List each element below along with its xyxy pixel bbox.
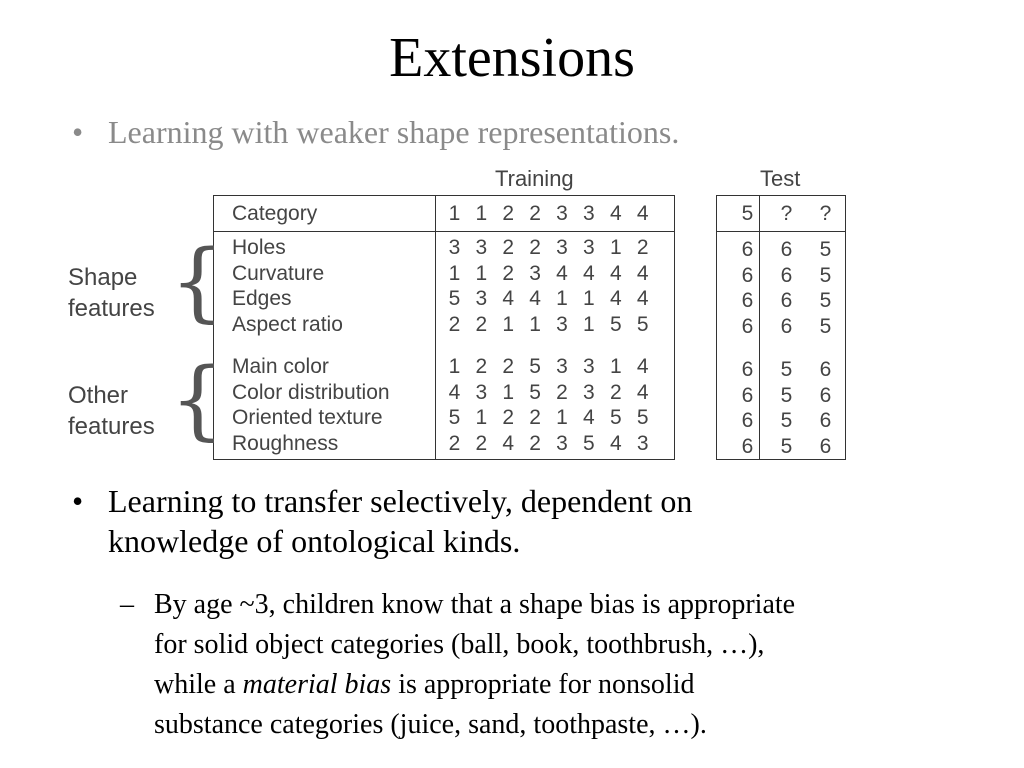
table-cell: 2 [529, 431, 541, 455]
table-cell: 1 [475, 202, 488, 225]
material-bias-emphasis: material bias [242, 669, 392, 700]
table-cell: 3 [583, 202, 595, 225]
table-cell: 2 [475, 431, 488, 455]
slide-title: Extensions [389, 27, 635, 89]
table-cell: 6 [780, 263, 793, 287]
table-row [441, 354, 656, 380]
table-cell: 5 [448, 406, 461, 430]
shape-training-values [441, 235, 656, 337]
table-cell: 5 [448, 287, 461, 311]
table-cell: 5 [609, 406, 622, 430]
sub-bullet-line3 [154, 665, 795, 705]
table-cell: 4 [636, 261, 649, 285]
table-cell: 2 [609, 380, 622, 404]
table-cell: 6 [741, 263, 754, 287]
table-cell: 5 [819, 263, 832, 287]
shape-brace-icon: { [170, 232, 225, 332]
category-label: Category [232, 202, 318, 225]
table-cell: 1 [502, 380, 515, 404]
table-cell: 3 [448, 236, 461, 259]
table-cell: 5 [819, 289, 832, 313]
table-cell: 4 [636, 380, 649, 404]
feature-label: Oriented texture [232, 406, 383, 430]
table-cell: ? [819, 202, 832, 225]
table-cell: 1 [556, 287, 568, 311]
table-cell: 4 [609, 431, 622, 455]
table-row [441, 431, 656, 457]
sub-bullet-text [154, 585, 795, 745]
sub-bullet-line3-post: is appropriate for nonsolid [391, 669, 695, 700]
bullet-2-line2: knowledge of ontological kinds. [108, 523, 521, 559]
table-cell: 2 [502, 355, 515, 378]
category-training-values [441, 201, 656, 227]
table-cell: 3 [583, 355, 595, 378]
bullet-1-text: Learning with weaker shape representations. [108, 114, 680, 150]
table-cell: 2 [475, 355, 488, 378]
table-cell: 6 [780, 289, 793, 313]
table-row [728, 408, 845, 434]
shape-label-line2: features [68, 295, 155, 322]
table-cell: 3 [529, 261, 541, 285]
table-cell: 2 [448, 431, 461, 455]
table-cell: 6 [741, 358, 754, 381]
table-cell: 3 [556, 355, 568, 378]
sub-bullet-line4: substance categories (juice, sand, toothpaste, …). [154, 709, 707, 740]
table-row [441, 235, 656, 261]
table-cell: 1 [475, 261, 488, 285]
table-cell: 3 [556, 236, 568, 259]
table-cell: 6 [780, 238, 793, 261]
bullet-2-line1: Learning to transfer selectively, dependent on [108, 483, 693, 519]
table-cell: 2 [529, 202, 541, 225]
shape-features-label [68, 262, 155, 324]
table-cell: 2 [448, 312, 461, 336]
test-header: Test [760, 166, 801, 191]
table-cell: 1 [556, 406, 568, 430]
table-row [441, 405, 656, 431]
table-cell: 6 [819, 409, 832, 433]
table-cell: 1 [448, 202, 461, 225]
table-cell: 6 [819, 383, 832, 407]
table-cell: 3 [636, 431, 649, 455]
feature-label: Roughness [232, 431, 339, 455]
table-row [728, 314, 845, 340]
feature-label: Aspect ratio [232, 312, 343, 336]
table-cell: 5 [780, 383, 793, 407]
category-training-row [441, 201, 656, 227]
table-cell: 1 [448, 261, 461, 285]
table-cell: 5 [819, 238, 832, 261]
other-label-line1: Other [68, 382, 129, 409]
table-cell: 6 [741, 289, 754, 313]
other-feature-labels [232, 354, 390, 456]
table-cell: 3 [475, 380, 488, 404]
table-row [441, 380, 656, 406]
bullet-marker: • [72, 483, 84, 519]
table-cell: 6 [741, 434, 754, 458]
sub-bullet-line2: for solid object categories (ball, book, toothbrush, …), [154, 629, 765, 660]
category-test-row [728, 201, 845, 227]
training-divider [435, 195, 436, 460]
table-cell: 4 [448, 380, 461, 404]
table-cell: 1 [529, 312, 541, 336]
table-cell: 3 [556, 431, 568, 455]
sub-bullet-line1: By age ~3, children know that a shape bias is appropriate [154, 589, 796, 620]
table-cell: 4 [583, 261, 595, 285]
shape-feature-labels [232, 235, 343, 337]
table-cell: 2 [529, 236, 541, 259]
table-cell: 6 [741, 238, 754, 261]
table-cell: 6 [741, 409, 754, 433]
table-cell: 1 [448, 355, 461, 378]
table-cell: 5 [609, 312, 622, 336]
table-cell: 5 [780, 409, 793, 433]
table-row [441, 286, 656, 312]
other-test-values [728, 357, 845, 459]
table-cell: 6 [780, 314, 793, 338]
table-cell: 2 [529, 406, 541, 430]
table-row [728, 434, 845, 460]
table-cell: 4 [636, 355, 649, 378]
other-brace-icon: { [170, 350, 225, 450]
table-cell: 6 [819, 434, 832, 458]
sub-bullet-line3-pre: while a [154, 669, 243, 700]
table-row [441, 312, 656, 338]
table-cell: 1 [583, 312, 595, 336]
table-cell: 4 [636, 202, 649, 225]
table-cell: 5 [819, 314, 832, 338]
table-cell: 1 [475, 406, 488, 430]
table-cell: 3 [583, 236, 595, 259]
table-cell: 5 [636, 406, 649, 430]
feature-label: Main color [232, 355, 329, 378]
test-header-rule [716, 231, 846, 232]
training-header: Training [495, 166, 574, 191]
table-cell: 3 [475, 236, 488, 259]
table-row [441, 261, 656, 287]
table-cell: 4 [502, 431, 515, 455]
table-cell: 1 [609, 355, 622, 378]
table-cell: 4 [556, 261, 568, 285]
bullet-2-text [108, 481, 692, 561]
table-cell: 4 [609, 202, 622, 225]
table-cell: 2 [502, 261, 515, 285]
table-cell: 2 [502, 202, 515, 225]
table-cell: 1 [502, 312, 515, 336]
table-cell: 3 [556, 202, 568, 225]
shape-test-values [728, 237, 845, 339]
table-cell: 5 [780, 434, 793, 458]
table-row [728, 288, 845, 314]
feature-label: Color distribution [232, 380, 390, 404]
feature-label: Holes [232, 236, 286, 259]
table-cell: 1 [583, 287, 595, 311]
table-cell: 2 [475, 312, 488, 336]
table-cell: ? [780, 202, 793, 225]
table-cell: 5 [529, 380, 541, 404]
table-cell: 4 [502, 287, 515, 311]
feature-label: Edges [232, 287, 292, 311]
table-cell: 1 [609, 236, 622, 259]
table-cell: 5 [636, 312, 649, 336]
table-cell: 6 [741, 314, 754, 338]
table-cell: 4 [609, 287, 622, 311]
table-cell: 3 [556, 312, 568, 336]
table-cell: 2 [636, 236, 649, 259]
table-cell: 4 [609, 261, 622, 285]
table-cell: 3 [475, 287, 488, 311]
shape-label-line1: Shape [68, 264, 138, 291]
table-row [728, 383, 845, 409]
category-test-values [728, 201, 845, 227]
table-cell: 2 [502, 406, 515, 430]
table-cell: 6 [741, 383, 754, 407]
table-cell: 4 [636, 287, 649, 311]
bullet-marker: • [72, 114, 84, 150]
other-label-line2: features [68, 413, 155, 440]
table-cell: 3 [583, 380, 595, 404]
table-cell: 5 [529, 355, 541, 378]
other-training-values [441, 354, 656, 456]
sub-bullet-dash: – [120, 589, 134, 620]
table-cell: 4 [583, 406, 595, 430]
table-cell: 6 [819, 358, 832, 381]
table-cell: 5 [780, 358, 793, 381]
other-features-label [68, 380, 155, 442]
table-cell: 4 [529, 287, 541, 311]
table-cell: 5 [583, 431, 595, 455]
table-cell: 2 [502, 236, 515, 259]
training-header-rule [213, 231, 675, 232]
table-cell: 2 [556, 380, 568, 404]
feature-label: Curvature [232, 261, 325, 285]
table-row [728, 357, 845, 383]
table-cell: 5 [741, 202, 754, 225]
table-row [728, 237, 845, 263]
table-row [728, 263, 845, 289]
